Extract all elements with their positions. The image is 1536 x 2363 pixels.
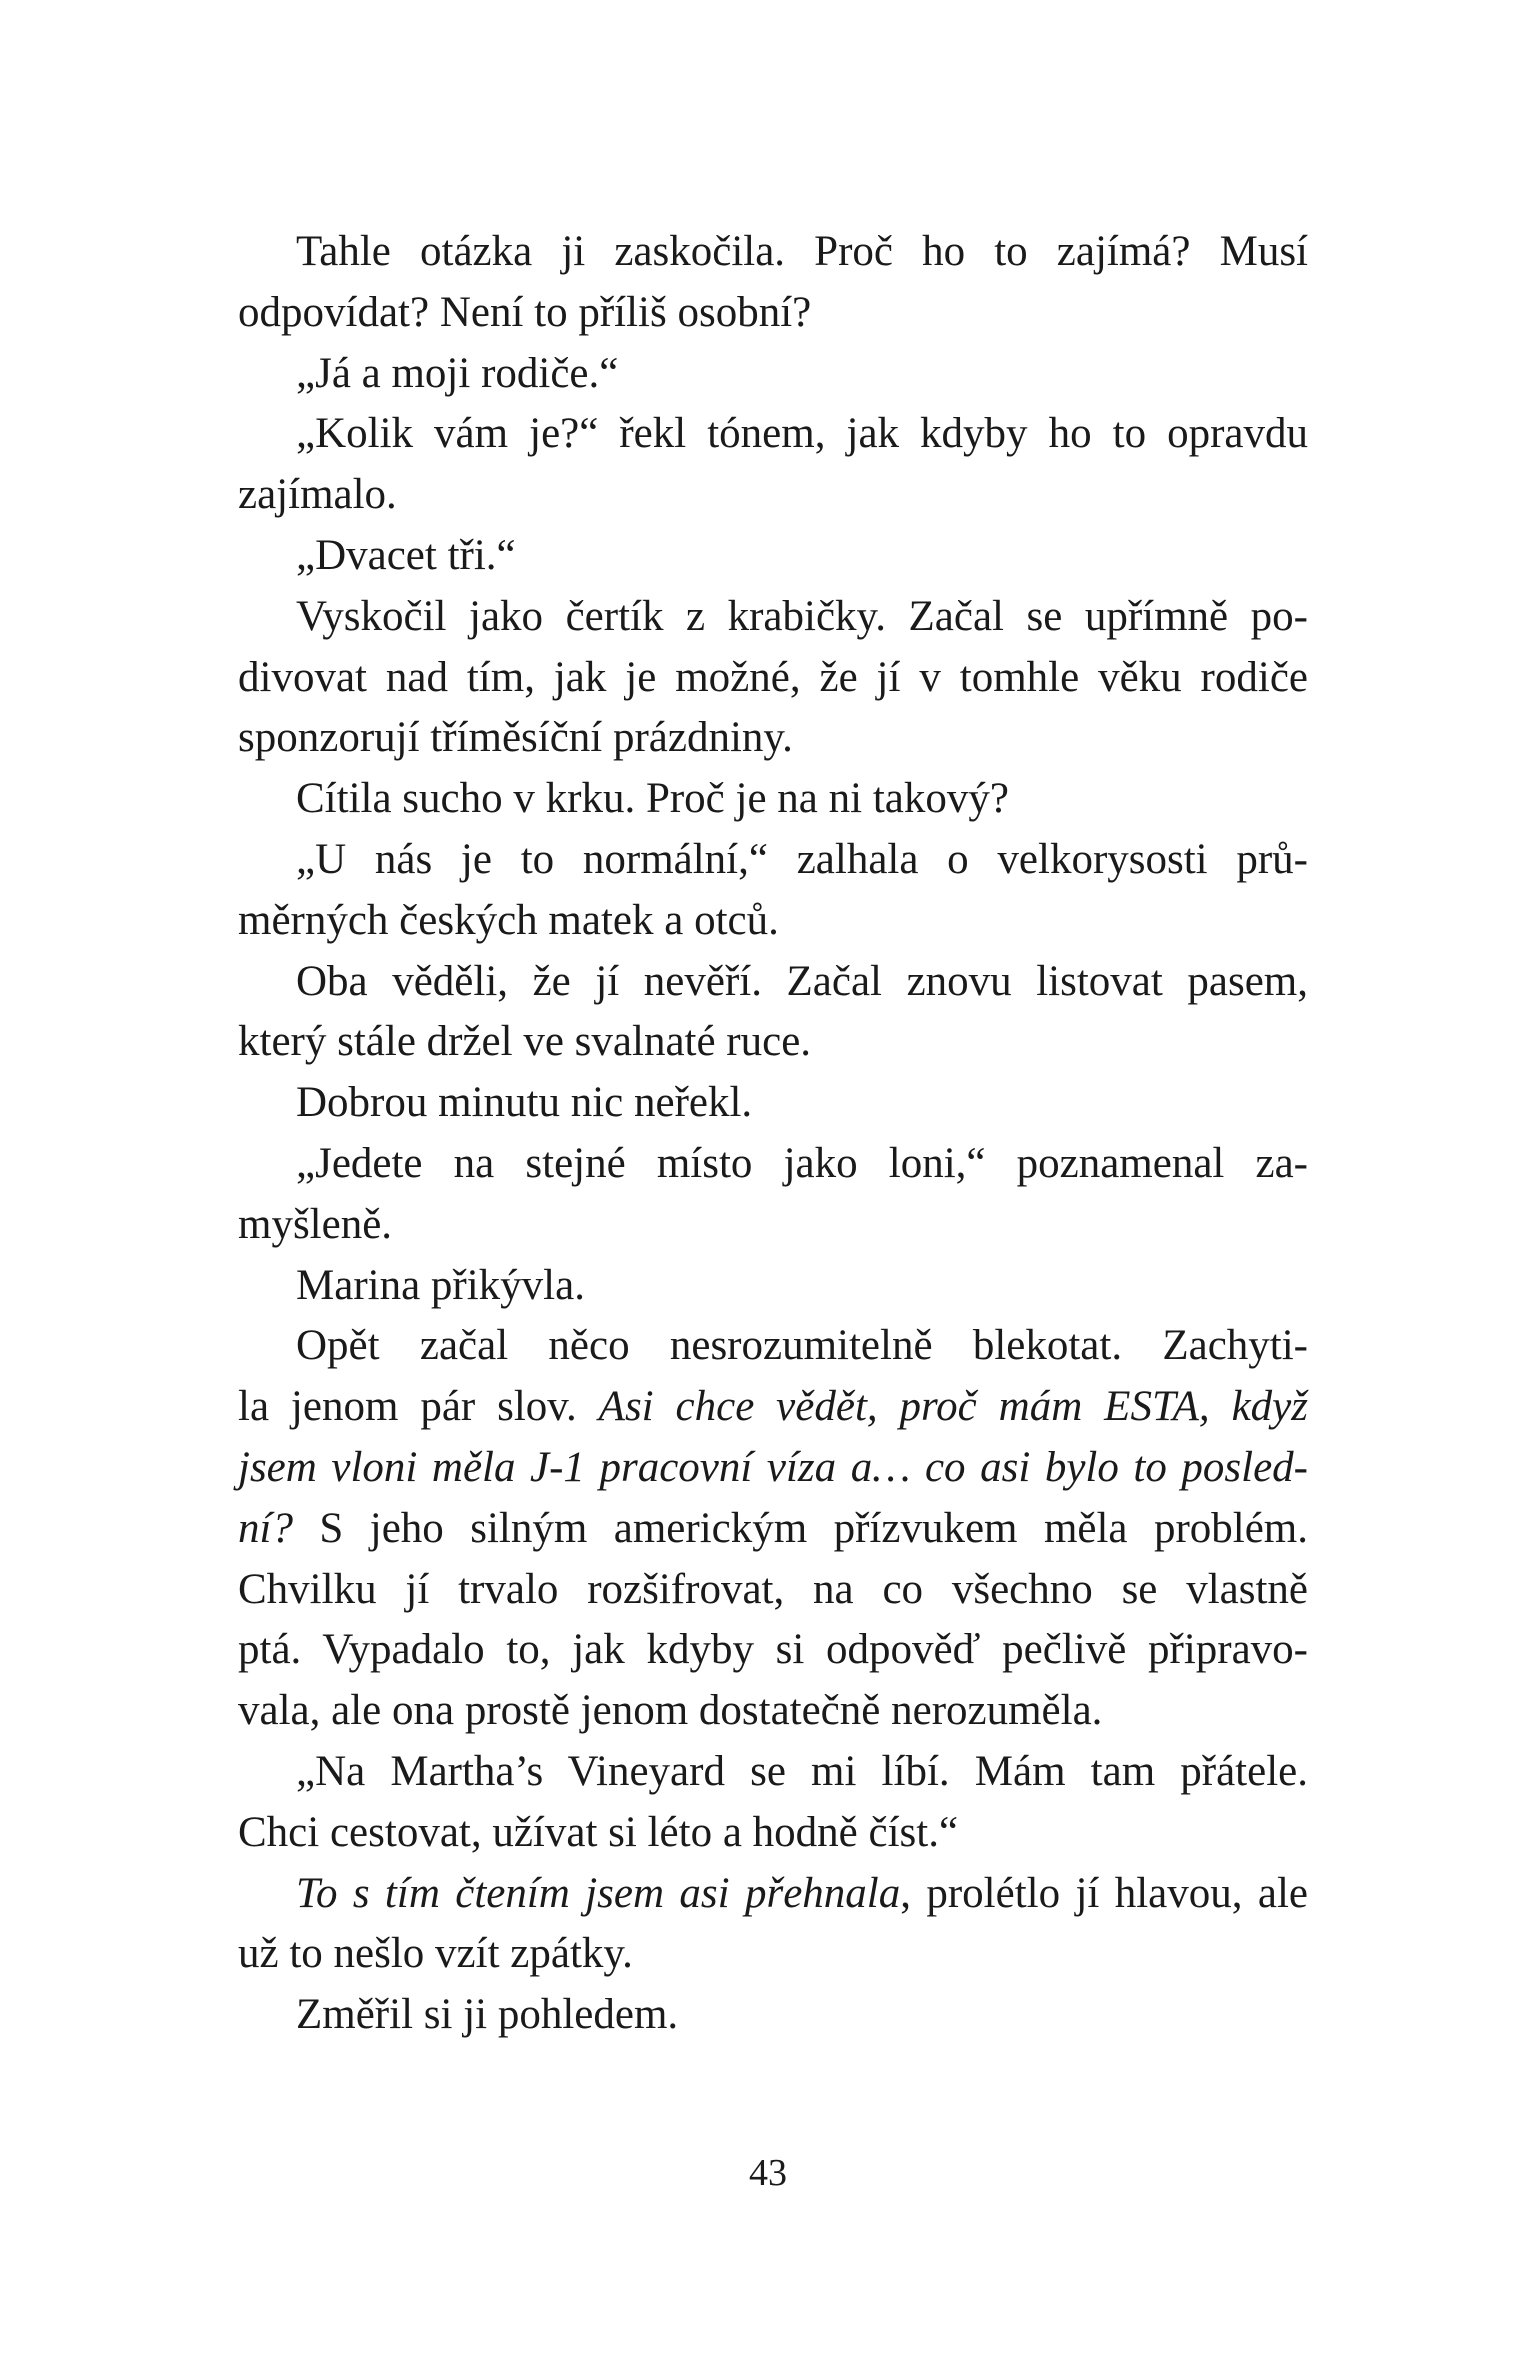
text-line: Cítila sucho v krku. Proč je na ni takový?	[296, 775, 1009, 823]
text-line: vala, ale ona prostě jenom dostatečně nerozuměla.	[238, 1687, 1103, 1735]
text-line: Opět začal něco nesrozumitelně blekotat. Zachyti-	[296, 1322, 1308, 1370]
text-line: Vyskočil jako čertík z krabičky. Začal se upřímně po-	[296, 592, 1308, 640]
text-line: Chci cestovat, užívat si léto a hodně číst.“	[238, 1808, 959, 1856]
text-line: sponzorují tříměsíční prázdniny.	[238, 714, 793, 762]
text-line	[238, 1864, 1308, 1925]
text-line: už to nešlo vzít zpátky.	[238, 1930, 633, 1978]
text-line: zajímalo.	[238, 471, 397, 519]
text-line: „Já a moji rodiče.“	[296, 349, 619, 397]
text-line: Chvilku jí trvalo rozšifrovat, na co všechno se vlastně	[238, 1565, 1308, 1613]
italic-text-run: Asi chce vědět, proč mám ESTA, když	[598, 1383, 1308, 1431]
italic-text-run: To s tím čtením jsem asi přehnala	[296, 1869, 901, 1917]
text-line: Oba věděli, že jí nevěří. Začal znovu listovat pasem,	[296, 957, 1308, 1005]
text-line: „Jedete na stejné místo jako loni,“ poznamenal za-	[296, 1139, 1308, 1187]
text-line: Tahle otázka ji zaskočila. Proč ho to zajímá? Musí	[296, 228, 1308, 275]
text-run: S jeho silným americkým přízvukem měla problém.	[292, 1504, 1308, 1552]
text-line: Změřil si ji pohledem.	[296, 1991, 679, 2039]
text-line: odpovídat? Není to příliš osobní?	[238, 288, 812, 336]
text-line: „U nás je to normální,“ zalhala o velkorysosti prů-	[296, 835, 1308, 883]
text-line: Marina přikývla.	[296, 1261, 585, 1309]
text-line	[238, 1499, 1308, 1560]
text-line: divovat nad tím, jak je možné, že jí v tomhle věku rodiče	[238, 653, 1308, 701]
text-run: la jenom pár slov.	[238, 1383, 599, 1431]
text-line: který stále držel ve svalnaté ruce.	[238, 1018, 812, 1066]
text-run: , prolétlo jí hlavou, ale	[900, 1869, 1308, 1917]
text-line	[238, 1377, 1308, 1438]
page-number: 43	[749, 2152, 787, 2194]
text-line: ptá. Vypadalo to, jak kdyby si odpověď pečlivě připravo-	[238, 1626, 1308, 1674]
text-line: myšleně.	[238, 1200, 393, 1248]
text-line: Dobrou minutu nic neřekl.	[296, 1079, 753, 1127]
book-page-text	[238, 222, 1308, 2046]
text-line: „Kolik vám je?“ řekl tónem, jak kdyby ho to opravdu	[296, 410, 1308, 458]
text-line: „Na Martha’s Vineyard se mi líbí. Mám tam přátele.	[296, 1747, 1308, 1795]
italic-text-run: ní?	[238, 1504, 293, 1552]
text-line: „Dvacet tři.“	[296, 531, 516, 579]
text-line: měrných českých matek a otců.	[238, 896, 779, 944]
italic-text-line: jsem vloni měla J-1 pracovní víza a… co asi bylo to posled-	[238, 1443, 1308, 1491]
